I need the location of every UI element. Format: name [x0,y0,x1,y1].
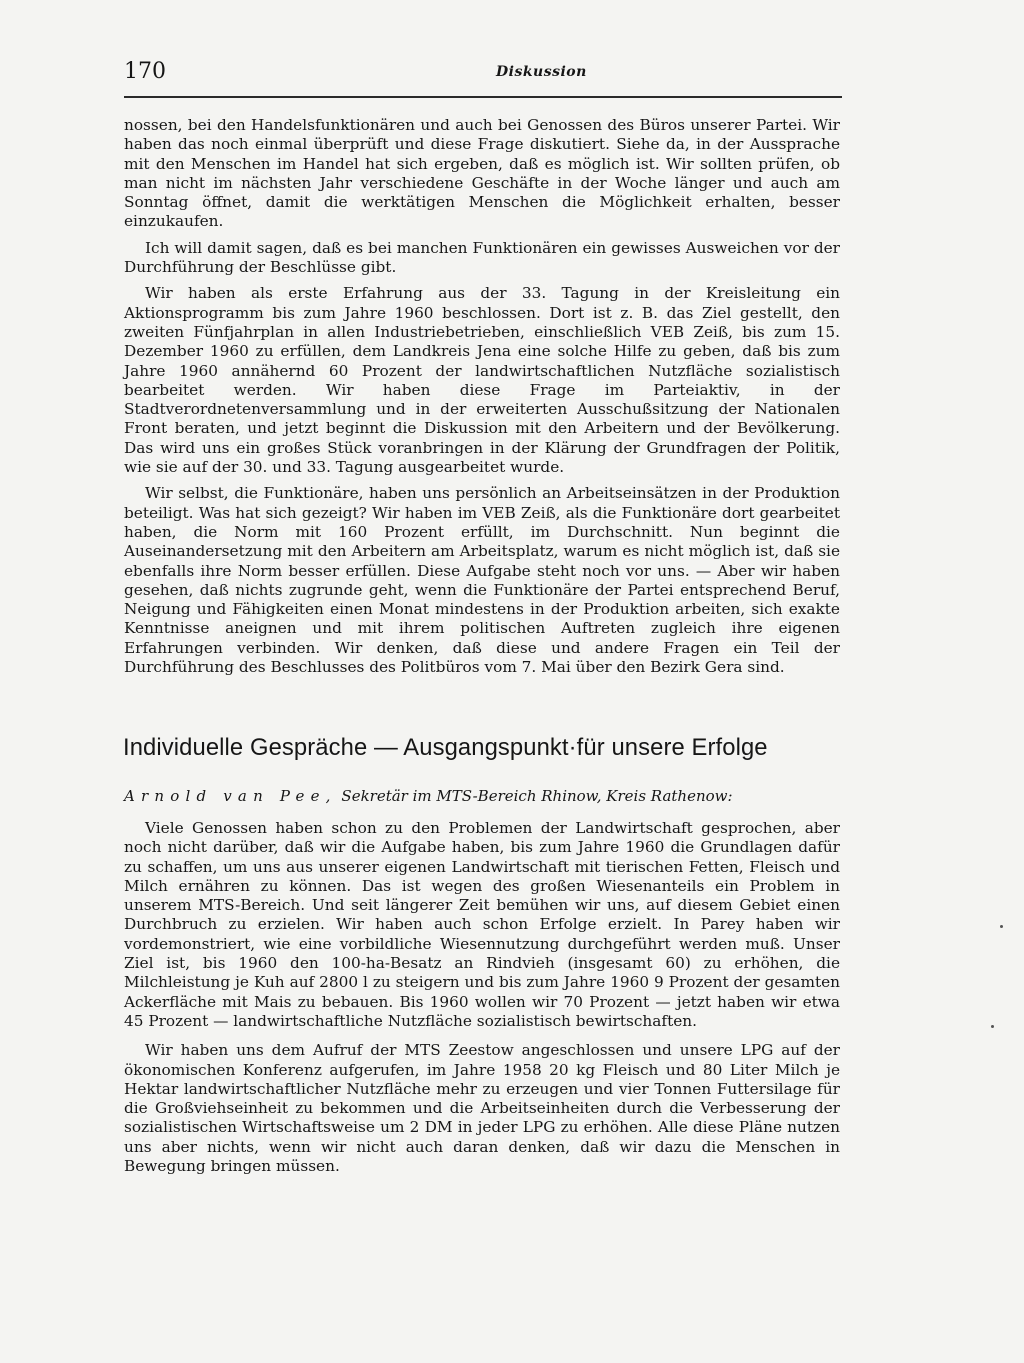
paragraph: Wir haben als erste Erfahrung aus der 33. Tagung in der Kreisleitung ein Aktionsprogramm bis zum Jahre 1960 beschlossen. Dort ist z. B. das Ziel gestellt, den zweiten Fünfjahrplan in allen Industriebetrieben, einschließlich VEB Zeiß, bis zum 15. Dezember 1960 zu erfüllen, dem Landkreis Jena eine solche Hilfe zu geben, daß bis zum Jahre 1960 annähernd 60 Prozent der landwirtschaftlichen Nutzfläche sozialistisch bearbeitet werden. Wir haben diese Frage im Parteiaktiv, in der Stadtverordnetenversammlung und in der erweiterten Ausschußsitzung der Nationalen Front beraten, und jetzt beginnt die Diskussion mit den Arbeitern und der Bevölkerung. Das wird uns ein großes Stück voranbringen in der Klärung der Grundfragen der Politik, wie sie auf der 30. und 33. Tagung ausgearbeitet wurde. [124,284,840,477]
speech-text [124,819,840,1176]
section-heading: Individuelle Gespräche — Ausgangspunkt·für unsere Erfolge [123,734,768,761]
discussion-continued-text [124,116,840,677]
paragraph: Ich will damit sagen, daß es bei manchen Funktionären ein gewisses Ausweichen vor der Durchführung der Beschlüsse gibt. [124,238,840,277]
paragraph: Viele Genossen haben schon zu den Problemen der Landwirtschaft gesprochen, aber noch nicht darüber, daß wir die Aufgabe haben, bis zum Jahre 1960 die Grundlagen dafür zu schaffen, um uns aus unserer eigenen Landwirtschaft mit tierischen Fetten, Fleisch und Milch ernähren zu können. Das ist wegen des großen Wiesenanteils ein Problem in unserem MTS-Bereich. Und seit längerer Zeit bemühen wir uns, auf diesem Gebiet einen Durchbruch zu erzielen. Wir haben auch schon Erfolge erzielt. In Parey haben wir vordemonstriert, wie eine vorbildliche Wiesennutzung durchgeführt werden muß. Unser Ziel ist, bis 1960 den 100-ha-Besatz an Rindvieh (insgesamt 60) zu erhöhen, die Milchleistung je Kuh auf 2800 l zu steigern und bis zum Jahre 1960 9 Prozent der gesamten Ackerfläche mit Mais zu bebauen. Bis 1960 wollen wir 70 Prozent — jetzt haben wir etwa 45 Prozent — landwirtschaftliche Nutzfläche sozialistisch bewirtschaften. [124,819,840,1030]
scan-speck [1000,925,1003,928]
speaker-name: Arnold van Pee, [124,787,337,805]
page-number: 170 [124,59,166,84]
scan-speck [991,1025,994,1028]
speaker-line [124,786,840,806]
speaker-role: Sekretär im MTS-Bereich Rhinow, Kreis Rathenow: [336,787,733,805]
page-header [124,58,842,98]
paragraph: nossen, bei den Handelsfunktionären und auch bei Genossen des Büros unserer Partei. Wir haben das noch einmal überprüft und diese Frage diskutiert. Siehe da, in der Aussprache mit den Menschen im Handel hat sich ergeben, daß es möglich ist. Wir sollten prüfen, ob man nicht im nächsten Jahr verschiedene Geschäfte in der Woche länger und auch am Sonntag öffnet, damit die werktätigen Menschen die Möglichkeit erhalten, besser einzukaufen. [124,116,840,231]
running-head: Diskussion [496,64,587,80]
paragraph: Wir haben uns dem Aufruf der MTS Zeestow angeschlossen und unsere LPG auf der ökonomischen Konferenz aufgerufen, im Jahre 1958 20 kg Fleisch und 80 Liter Milch je Hektar landwirtschaftlicher Nutzfläche mehr zu erzeugen und vier Tonnen Futtersilage für die Großviehseinheit zu bekommen und die Arbeitseinheiten durch die Verbesserung der sozialistischen Wirtschaftsweise um 2 DM in jeder LPG zu erhöhen. Alle diese Pläne nutzen uns aber nichts, wenn wir nicht auch daran denken, daß wir dazu die Menschen in Bewegung bringen müssen. [124,1041,840,1176]
paragraph: Wir selbst, die Funktionäre, haben uns persönlich an Arbeitseinsätzen in der Produktion beteiligt. Was hat sich gezeigt? Wir haben im VEB Zeiß, als die Funktionäre dort gearbeitet haben, die Norm mit 160 Prozent erfüllt, im Durchschnitt. Nun beginnt die Auseinandersetzung mit den Arbeitern am Arbeitsplatz, warum es nicht möglich ist, daß sie ebenfalls ihre Norm besser erfüllen. Diese Aufgabe steht noch vor uns. — Aber wir haben gesehen, daß nichts zugrunde geht, wenn die Funktionäre der Partei entsprechend Beruf, Neigung und Fähigkeiten einen Monat mindestens in der Produktion arbeiten, sich exakte Kenntnisse aneignen und mit ihrem politischen Auftreten zugleich ihre eigenen Erfahrungen verbinden. Wir denken, daß diese und andere Fragen ein Teil der Durchführung des Beschlusses des Politbüros vom 7. Mai über den Bezirk Gera sind. [124,484,840,677]
